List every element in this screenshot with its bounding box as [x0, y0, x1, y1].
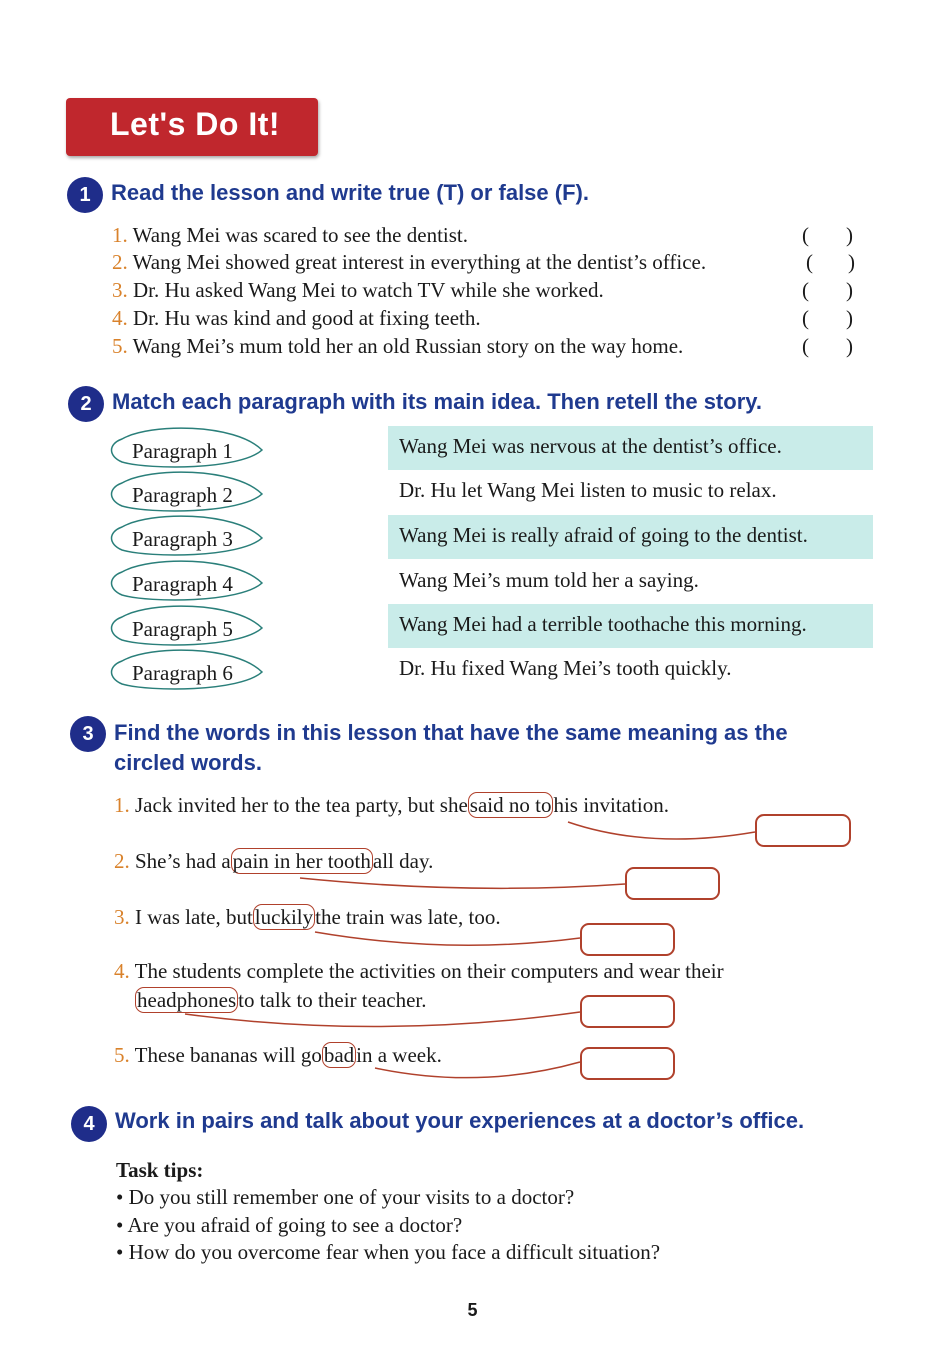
tf-answer-1-close: ) [846, 223, 853, 247]
tf-answer-4-close: ) [846, 306, 853, 330]
tf-answer-3-open: ( [802, 278, 809, 302]
task-tips-heading: Task tips: [116, 1158, 204, 1182]
circled-item-4-line-2: headphonesto talk to their teacher. [137, 988, 427, 1012]
tf-item-2: 2. Wang Mei showed great interest in everything at the dentist’s office. [112, 250, 707, 274]
banner-title: Let's Do It! [110, 106, 281, 142]
circled-word-2: pain in her tooth [232, 849, 371, 873]
answer-box-1[interactable] [755, 814, 851, 847]
page-number: 5 [467, 1300, 478, 1320]
tf-item-4: 4. Dr. Hu was kind and good at fixing teeth. [112, 306, 481, 330]
tf-answer-5-close: ) [846, 334, 853, 358]
main-idea-2: Dr. Hu let Wang Mei listen to music to relax. [399, 478, 777, 502]
main-idea-1: Wang Mei was nervous at the dentist’s office. [399, 434, 782, 458]
connector-line-3 [315, 932, 580, 945]
tf-answer-2-close: ) [848, 250, 855, 274]
tf-answer-3-close: ) [846, 278, 853, 302]
paragraph-label-1: Paragraph 1 [132, 439, 233, 463]
task-tip-2: • Are you afraid of going to see a doctor? [116, 1213, 463, 1237]
main-idea-3: Wang Mei is really afraid of going to the dentist. [399, 523, 808, 547]
circled-item-5: 5. These bananas will gobadin a week. [114, 1043, 442, 1067]
connector-line-2 [300, 878, 625, 888]
tf-answer-2-open: ( [806, 250, 813, 274]
section-2-number: 2 [68, 386, 104, 422]
tf-item-3: 3. Dr. Hu asked Wang Mei to watch TV while she worked. [112, 278, 604, 302]
paragraph-label-4: Paragraph 4 [132, 572, 233, 596]
section-1-number: 1 [67, 177, 103, 213]
main-idea-6: Dr. Hu fixed Wang Mei’s tooth quickly. [399, 656, 732, 680]
section-2-title: Match each paragraph with its main idea. Then retell the story. [112, 389, 762, 414]
task-tip-1: • Do you still remember one of your visits to a doctor? [116, 1185, 575, 1209]
tf-answer-5-open: ( [802, 334, 809, 358]
connector-line-1 [568, 822, 755, 839]
circled-item-1: 1. Jack invited her to the tea party, but shesaid no tohis invitation. [114, 793, 669, 817]
paragraph-label-5: Paragraph 5 [132, 617, 233, 641]
tf-item-1: 1. Wang Mei was scared to see the dentist. [112, 223, 468, 247]
tf-answer-1-open: ( [802, 223, 809, 247]
section-4-title: Work in pairs and talk about your experiences at a doctor’s office. [115, 1108, 805, 1133]
circled-item-2: 2. She’s had apain in her toothall day. [114, 849, 434, 873]
circled-word-4: headphones [137, 988, 237, 1012]
circled-word-5: bad [323, 1043, 355, 1067]
section-3-number: 3 [70, 716, 106, 752]
main-idea-4: Wang Mei’s mum told her a saying. [399, 568, 699, 592]
answer-box-4[interactable] [580, 995, 675, 1028]
tf-item-5: 5. Wang Mei’s mum told her an old Russian story on the way home. [112, 334, 684, 358]
tf-answer-4-open: ( [802, 306, 809, 330]
section-3-title-line-2: circled words. [114, 750, 262, 775]
paragraph-label-3: Paragraph 3 [132, 527, 233, 551]
paragraph-label-2: Paragraph 2 [132, 483, 233, 507]
answer-box-5[interactable] [580, 1047, 675, 1080]
circled-word-3: luckily [254, 905, 314, 929]
task-tip-3: • How do you overcome fear when you face a difficult situation? [116, 1240, 661, 1264]
section-3-title-line-1: Find the words in this lesson that have the same meaning as the [114, 720, 788, 745]
answer-box-3[interactable] [580, 923, 675, 956]
answer-box-2[interactable] [625, 867, 720, 900]
connector-line-4 [185, 1012, 580, 1027]
paragraph-label-6: Paragraph 6 [132, 661, 233, 685]
circled-item-4-line-1: 4. The students complete the activities on their computers and wear their [114, 959, 724, 983]
circled-item-3: 3. I was late, butluckilythe train was late, too. [114, 905, 501, 929]
section-4-number: 4 [71, 1106, 107, 1142]
circled-word-1: said no to [469, 793, 552, 817]
main-idea-5: Wang Mei had a terrible toothache this morning. [399, 612, 807, 636]
section-1-title: Read the lesson and write true (T) or false (F). [111, 180, 589, 205]
